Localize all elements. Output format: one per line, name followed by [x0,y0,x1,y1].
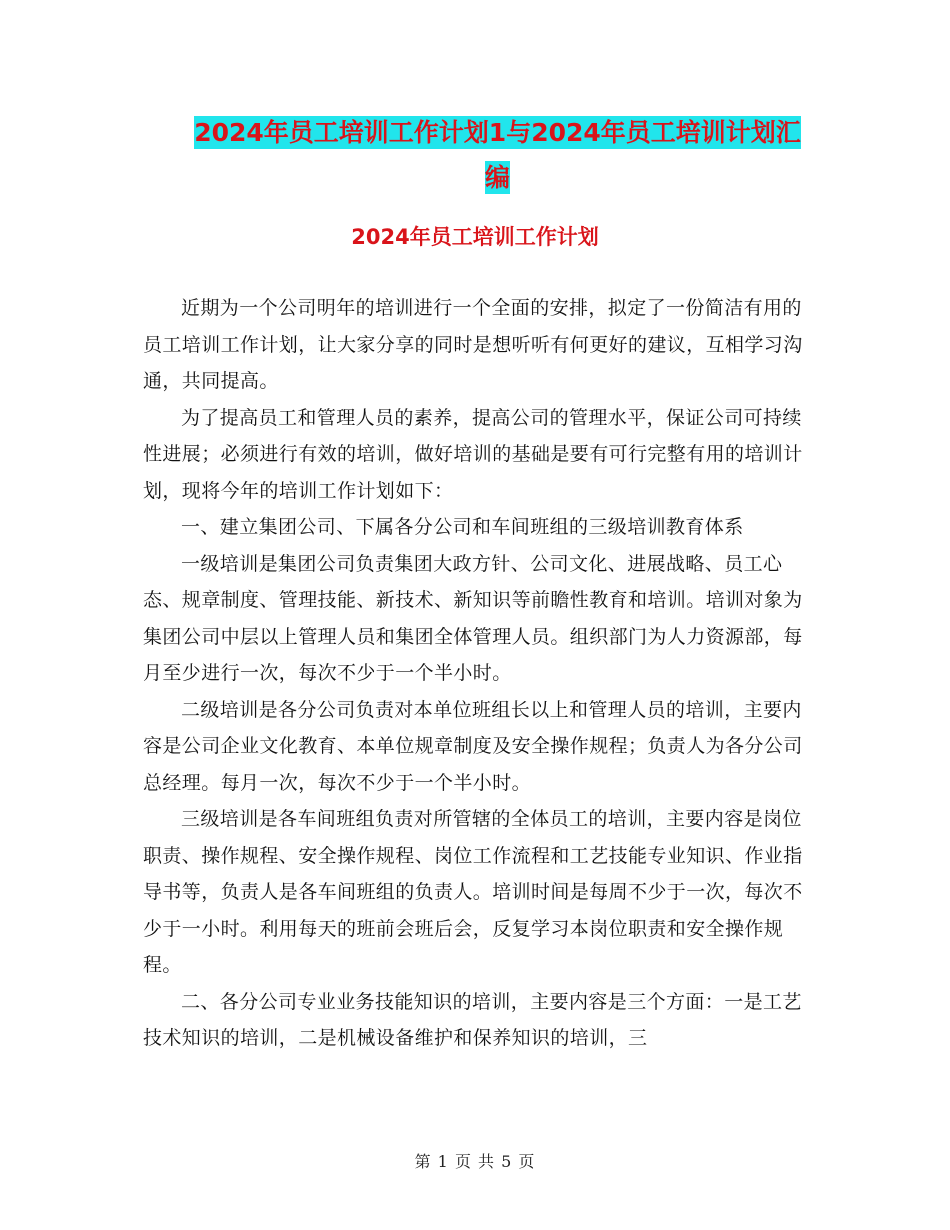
paragraph: 近期为一个公司明年的培训进行一个全面的安排，拟定了一份简洁有用的员工培训工作计划，让大家分享的同时是想听听有何更好的建议，互相学习沟通，共同提高。 [143,297,803,392]
document-title [140,110,855,200]
page-footer: 第 1 页 共 5 页 [414,1152,536,1171]
section-title: 2024年员工培训工作计划 [351,225,599,249]
paragraph: 一级培训是集团公司负责集团大政方针、公司文化、进展战略、员工心态、规章制度、管理技能、新技术、新知识等前瞻性教育和培训。培训对象为集团公司中层以上管理人员和集团全体管理人员。组织部门为人力资源部，每月至少进行一次，每次不少于一个半小时。 [143,552,803,684]
paragraph: 二级培训是各分公司负责对本单位班组长以上和管理人员的培训，主要内容是公司企业文化教育、本单位规章制度及安全操作规程；负责人为各分公司总经理。每月一次，每次不少于一个半小时。 [143,698,803,794]
document-body [143,290,803,1057]
document-title-line-1: 2024年员工培训工作计划1与2024年员工培训计划汇 [194,118,801,147]
document-title-line-2: 编 [484,163,510,192]
paragraph: 为了提高员工和管理人员的素养，提高公司的管理水平，保证公司可持续性进展；必须进行有效的培训，做好培训的基础是要有可行完整有用的培训计划，现将今年的培训工作计划如下： [143,406,803,502]
paragraph: 一、建立集团公司、下属各分公司和车间班组的三级培训教育体系 [181,516,744,538]
paragraph: 三级培训是各车间班组负责对所管辖的全体员工的培训，主要内容是岗位职责、操作规程、安全操作规程、岗位工作流程和工艺技能专业知识、作业指导书等，负责人是各车间班组的负责人。培训时间是每周不少于一次，每次不少于一小时。利用每天的班前会班后会，反复学习本岗位职责和安全操作规程。 [143,808,803,976]
paragraph: 二、各分公司专业业务技能知识的培训，主要内容是三个方面：一是工艺技术知识的培训，二是机械设备维护和保养知识的培训，三 [143,990,802,1049]
